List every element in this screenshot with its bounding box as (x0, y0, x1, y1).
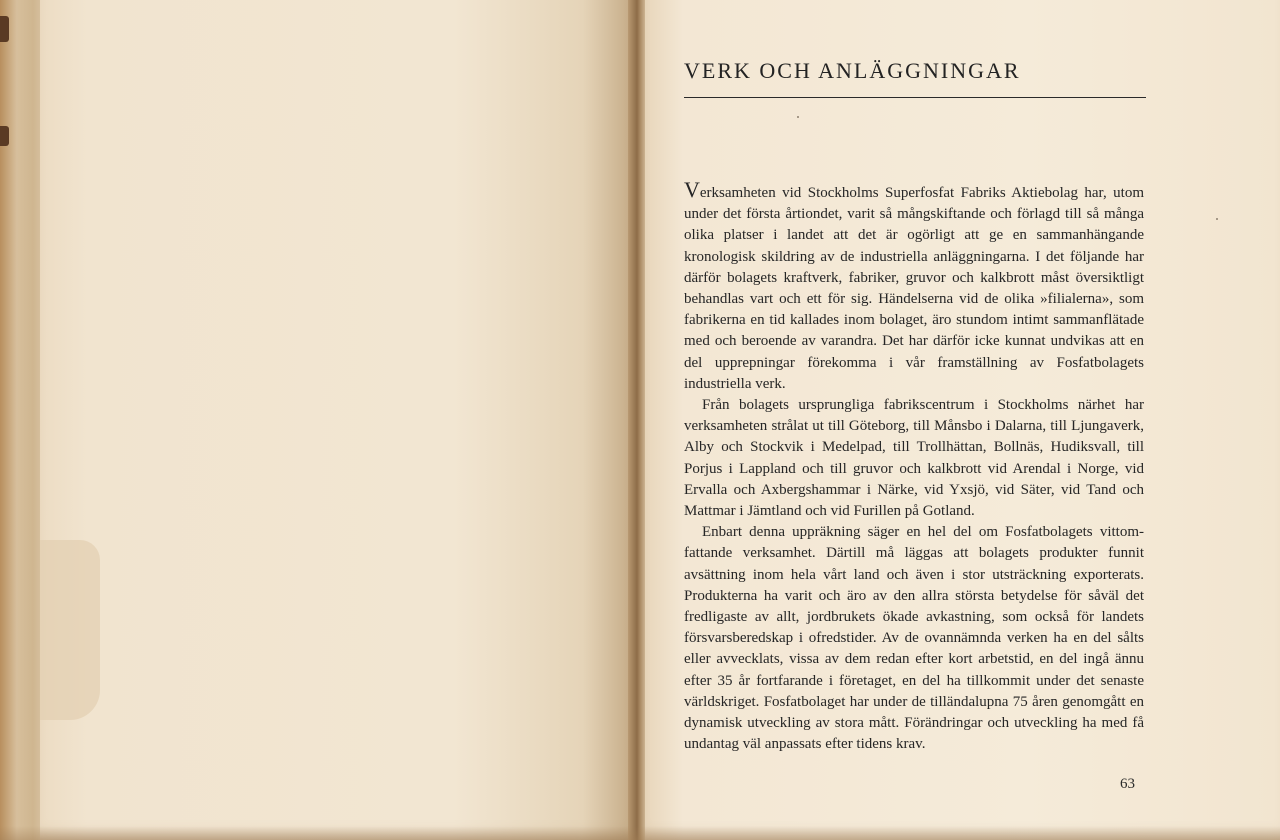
chapter-title: VERK OCH ANLÄGGNINGAR (684, 58, 1021, 83)
left-page-fold (40, 540, 100, 720)
paragraph-1 (684, 177, 1144, 395)
body-text (684, 177, 1144, 755)
edge-mark (0, 126, 9, 146)
drop-cap: V (684, 177, 700, 202)
paragraph-2: Från bolagets ursprungliga fabrikscentrum i Stockholms närhet har verksamheten strålat ut till Göteborg, till Månsbo i Dalarna, till Ljungaverk, Alby och Stockvik i Medelpad, till Trollhättan, Bollnäs, Hudiksvall, till Porjus i Lappland och till gruvor och kalkbrott vid Arendal i Norge, vid Ervalla och Axbergshammar i Närke, vid Yxsjö, vid Säter, vid Tand och Mattmar i Jämtland och vid Furillen på Gotland. (684, 397, 1144, 520)
title-rule (684, 97, 1146, 98)
paper-speck (1216, 218, 1218, 220)
page-bottom-edge (0, 826, 1280, 840)
left-page-blank (40, 0, 630, 840)
edge-mark (0, 16, 9, 42)
paragraph-3: Enbart denna uppräkning säger en hel del om Fosfatbolagets vittomfattande verksamhet. Därtill må läggas att bolagets produkter funnit avsättning inom hela vårt land och även i stor utsträckning exporterats. Produkterna ha varit och äro av den allra största betydelse för såväl det fredligaste av allt, jordbrukets ökade avkastning, som också för landets försvarsberedskap i ofredstider. Av de ovannämnda verken ha en del sålts eller avvecklats, vissa av dem redan efter kort arbetstid, en del ingå ännu efter 35 år fortfarande i företaget, en del ha tillkommit under det senaste världskriget. Fosfatbolaget har under de tilländalupna 75 åren genomgått en dynamisk utveckling av stora mått. Förändringar och utveckling ha med få undantag väl anpassats efter tidens krav. (684, 524, 1144, 753)
paper-speck (797, 116, 799, 118)
page-number: 63 (1120, 776, 1135, 792)
paragraph-1-text: erksamheten vid Stockholms Superfosfat Fabriks Aktiebolag har, utom under det första årtiondet, varit så mångskiftande och förlagd till så många olika platser i landet att det är ogörligt att ge en sammanhängande kronologisk skildring av de industriella anläggningarna. I det följande har därför bolagets kraftverk, fabriker, gruvor och kalkbrott måst översiktligt behandlas vart och ett för sig. Händelserna vid de olika »filialerna», som fabrikerna en tid kallades inom bolaget, äro stundom intimt sammanflätade med och beroende av varandra. Det har därför icke kunnat undvikas att en del upprepningar förekomma i vår framställning av Fosfatbolagets industriella verk. (684, 185, 1144, 392)
